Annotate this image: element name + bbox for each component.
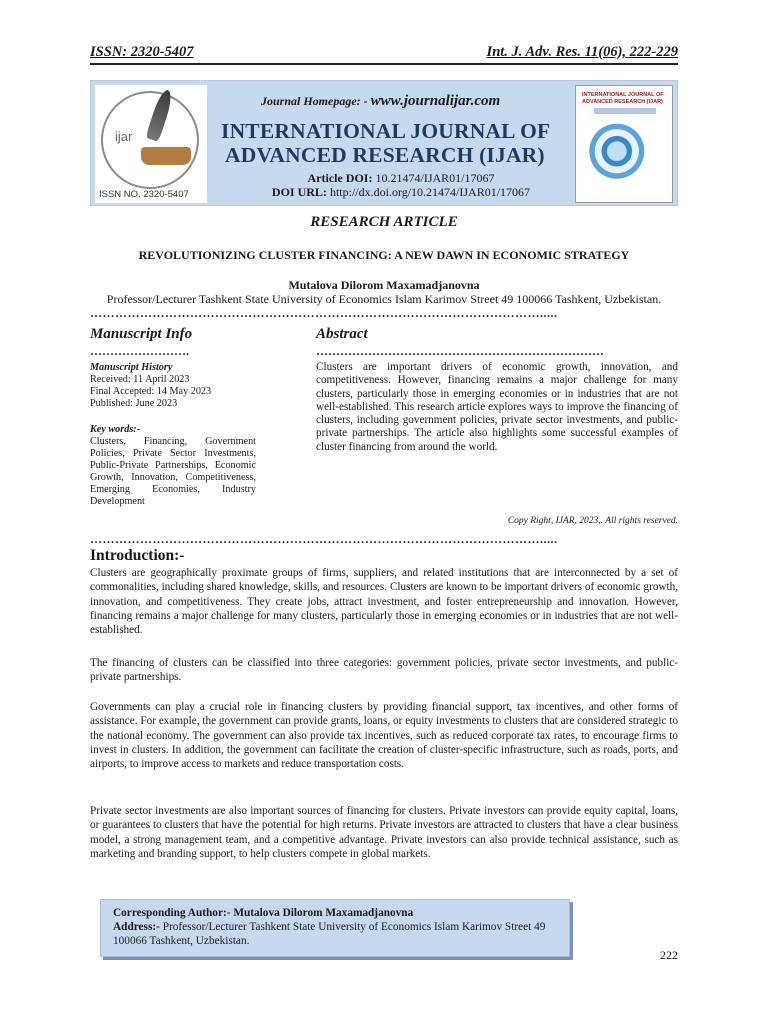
manuscript-dots: …………………….: [90, 344, 189, 358]
corresponding-address: [113, 920, 557, 948]
journal-homepage: [261, 93, 500, 110]
book-icon: [141, 147, 191, 165]
doi-url-link[interactable]: http://dx.doi.org/10.21474/IJAR01/17067: [329, 185, 531, 199]
corresponding-author-line: [113, 906, 557, 920]
journal-title-line1: INTERNATIONAL JOURNAL OF: [221, 119, 551, 143]
manuscript-info: [90, 362, 256, 508]
corresponding-label: Corresponding Author:-: [113, 907, 234, 919]
manuscript-info-heading: Manuscript Info: [90, 326, 193, 342]
citation: Int. J. Adv. Res. 11(06), 222-229: [486, 44, 678, 60]
homepage-link[interactable]: www.journalijar.com: [370, 93, 501, 109]
homepage-label: Journal Homepage: -: [261, 94, 371, 108]
cover-subtitle-bar: [594, 108, 656, 114]
article-type: RESEARCH ARTICLE: [310, 214, 458, 230]
address-text: Professor/Lecturer Tashkent State University of Economics Islam Karimov Street 49 100066 Tashkent, Uzbekistan.: [113, 921, 546, 947]
abstract-text: Clusters are important drivers of economic growth, innovation, and competitiveness. However, financing remains a major challenge for many clusters, particularly those in emerging economies or in industries that are not well-established. This research article explores ways to improve the financing of clusters, including government policies, private sector investments, and public-private partnerships. The article also highlights some successful examples of cluster financing from around the world.: [316, 361, 678, 453]
address-label: Address:-: [113, 921, 163, 933]
article-doi[interactable]: 10.21474/IJAR01/17067: [375, 171, 495, 185]
journal-title-line2: ADVANCED RESEARCH (IJAR): [225, 143, 545, 167]
doi-block: [251, 171, 551, 199]
abstract-heading: Abstract: [316, 326, 368, 342]
cover-title: INTERNATIONAL JOURNAL OF ADVANCED RESEARCH (IJAR): [582, 92, 664, 105]
author-name: Mutalova Dilorom Maxamadjanovna: [288, 278, 480, 292]
received-date: Received: 11 April 2023: [90, 374, 190, 385]
issn: ISSN: 2320-5407: [90, 44, 194, 60]
keywords-heading: Key words:-: [90, 424, 141, 435]
author-affiliation: Professor/Lecturer Tashkent State University of Economics Islam Karimov Street 49 100066 Tashkent, Uzbekistan.: [106, 292, 662, 306]
logo-text: ijar: [115, 129, 133, 144]
abstract-dots: ………………………………………………………………: [316, 344, 604, 358]
page-number: 222: [660, 948, 678, 962]
introduction-heading: Introduction:-: [90, 547, 185, 564]
intro-paragraph-4: Private sector investments are also important sources of financing for clusters. Private investors can provide equity capital, loans, or guarantees to clusters that have the potential for high returns. Private investors are attracted to clusters that have a clear business model, a strong management team, and a competitive advantage. Private investors can also provide technical assistance, such as marketing and branding support, to help clusters compete in global markets.: [90, 805, 678, 860]
doi-url-label: DOI URL:: [271, 185, 330, 199]
accepted-date: Final Accepted: 14 May 2023: [90, 386, 212, 397]
header-rule: [90, 63, 678, 65]
intro-paragraph-3: Governments can play a crucial role in financing clusters by providing financial support, tax incentives, and other forms of assistance. For example, the government can provide grants, loans, or equity investments to clusters that are considered strategic to the national economy. The government can also provide tax incentives, such as reduced corporate tax rates, to encourage firms to invest in clusters. In addition, the government can facilitate the creation of cluster-specific infrastructure, such as roads, ports, and airports, to improve access to markets and reduce transportation costs.: [90, 701, 678, 771]
history-heading: Manuscript History: [90, 362, 173, 373]
separator-bottom: ……………………………………………………………………………………………….....: [90, 532, 558, 546]
article-doi-label: Article DOI:: [307, 171, 376, 185]
ijar-logo: [95, 85, 207, 203]
journal-title: [221, 119, 550, 167]
keywords: Clusters, Financing, Government Policies, Private Sector Investments, Public-Private Partnerships, Economic Growth, Innovation, Competitiveness, Emerging Economies, Industry Development: [90, 436, 256, 507]
cover-image: [584, 120, 666, 198]
copyright: Copy Right, IJAR, 2023,. All rights reserved.: [507, 516, 678, 526]
running-header: [90, 44, 678, 61]
journal-banner: [90, 80, 678, 206]
published-date: Published: June 2023: [90, 398, 178, 409]
intro-paragraph-1: Clusters are geographically proximate groups of firms, suppliers, and related institutions that are interconnected by a set of commonalities, including shared knowledge, skills, and resources. Clusters are known to be important drivers of economic growth, innovation, and competitiveness. They create jobs, attract investment, and foster entrepreneurship and innovation. However, financing remains a major challenge for many clusters, particularly those in emerging economies or in industries that are not well-established.: [90, 567, 678, 637]
logo-issn: ISSN NO. 2320-5407: [99, 189, 189, 200]
corresponding-author-box: [100, 899, 570, 957]
article-title: REVOLUTIONIZING CLUSTER FINANCING: A NEW DAWN IN ECONOMIC STRATEGY: [138, 248, 630, 262]
corresponding-name: Mutalova Dilorom Maxamadjanovna: [233, 907, 414, 919]
separator-top: ……………………………………………………………………………………………….....: [90, 306, 558, 320]
journal-cover-thumbnail: [575, 85, 673, 203]
intro-paragraph-2: The financing of clusters can be classified into three categories: government policies, private sector investments, and public-private partnerships.: [90, 657, 678, 684]
